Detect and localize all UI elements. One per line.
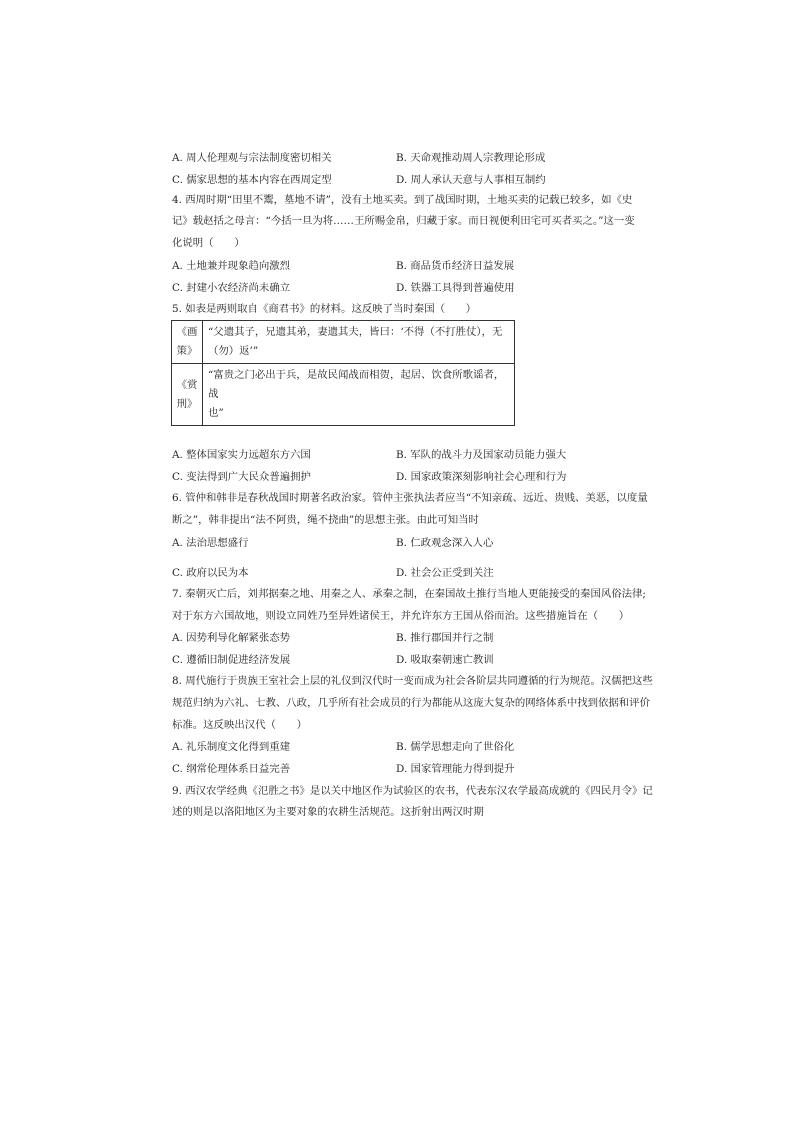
q8-option-c: C. 纲常伦理体系日益完善	[172, 763, 291, 775]
q7-option-c: C. 遵循旧制促进经济发展	[172, 654, 291, 666]
source-label-bottom: 刑》	[176, 397, 198, 410]
q3-option-a: A. 周人伦理观与宗法制度密切相关	[172, 152, 332, 164]
quote-line-2: 也”	[208, 407, 224, 419]
source-label-top: 《画	[176, 326, 198, 338]
q8-option-d: D. 国家管理能力得到提升	[396, 763, 515, 775]
q4-option-a: A. 土地兼并现象趋向激烈	[172, 260, 291, 272]
table-row	[172, 321, 515, 364]
q8-option-b: B. 儒学思想走向了世俗化	[396, 741, 515, 753]
q4-stem-line-2: 记》载赵括之母言：“今括一旦为将……王所赐金帛，归藏于家。而日视便利田宅可买者买之。”这一变	[172, 215, 635, 227]
q9-stem-line-2: 述的则是以洛阳地区为主要对象的农耕生活规范。这折射出两汉时期	[172, 806, 484, 818]
q5-material-table	[171, 320, 515, 426]
q4-stem-line-3: 化说明（ ）	[172, 237, 245, 249]
q6-stem-line-1: 6. 管仲和韩非是春秋战国时期著名政治家。管仲主张执法者应当“不知亲疏、远近、贵贱、美恶，以度量	[172, 492, 648, 504]
table-cell-source	[172, 321, 203, 364]
q7-option-d: D. 吸取秦朝速亡教训	[396, 654, 494, 666]
source-label-top: 《赏	[176, 378, 198, 391]
q4-stem-line-1: 4. 西周时期“田里不鬻，墓地不请”，没有土地买卖。到了战国时期，土地买卖的记载已较多，如《史	[172, 194, 633, 206]
q3-option-d: D. 周人承认天意与人事相互制约	[396, 174, 546, 186]
q5-stem: 5. 如表是两则取自《商君书》的材料。这反映了当时秦国（ ）	[172, 303, 477, 315]
q6-option-d: D. 社会公正受到关注	[396, 567, 494, 579]
q6-option-c: C. 政府以民为本	[172, 567, 249, 579]
q7-option-b: B. 推行郡国并行之制	[396, 632, 494, 644]
table-cell-source	[172, 364, 203, 426]
q4-option-d: D. 铁器工具得到普遍使用	[396, 282, 515, 294]
q4-option-b: B. 商品货币经济日益发展	[396, 260, 515, 272]
q6-option-b: B. 仁政观念深入人心	[396, 537, 494, 549]
table-row	[172, 364, 515, 426]
quote-line-1: “富贵之门必出于兵，是故民闻战而相贺，起居、饮食所歌谣者，战	[208, 369, 505, 400]
q6-stem-line-2: 断之”，韩非提出“法不阿贵，绳不挠曲”的思想主张。由此可知当时	[172, 514, 479, 526]
q5-option-a: A. 整体国家实力远超东方六国	[172, 449, 311, 461]
quote-line-2: （勿）返’”	[208, 345, 259, 357]
source-label-bottom: 策》	[176, 345, 198, 357]
q5-option-c: C. 变法得到广大民众普遍拥护	[172, 471, 311, 483]
q5-option-b: B. 军队的战斗力及国家动员能力强大	[396, 449, 567, 461]
q8-stem-line-3: 标准。这反映出汉代（ ）	[172, 719, 308, 731]
q3-option-c: C. 儒家思想的基本内容在西周定型	[172, 174, 332, 186]
q5-option-d: D. 国家政策深刻影响社会心理和行为	[396, 471, 567, 483]
q7-stem-line-2: 对于东方六国故地，则设立同姓乃至异姓诸侯王，并允许东方王国从俗而治。这些措施旨在（ ）	[172, 610, 630, 622]
q9-stem-line-1: 9. 西汉农学经典《氾胜之书》是以关中地区作为试验区的农书，代表东汉农学最高成就的《四民月令》记	[172, 785, 653, 797]
q8-stem-line-2: 规范归纳为六礼、七教、八政，几乎所有社会成员的行为都能从这庞大复杂的网络体系中找到依据和评价	[172, 697, 650, 709]
q8-option-a: A. 礼乐制度文化得到重建	[172, 741, 291, 753]
q8-stem-line-1: 8. 周代施行于贵族王室社会上层的礼仪到汉代时一变而成为社会各阶层共同遵循的行为规范。汉儒把这些	[172, 675, 653, 687]
table-cell-quote	[203, 321, 515, 364]
q7-option-a: A. 因势利导化解紧张态势	[172, 632, 291, 644]
q7-stem-line-1: 7. 秦朝灭亡后，刘邦据秦之地、用秦之人、承秦之制，在秦国故土推行当地人更能接受的秦国风俗法律;	[172, 588, 646, 600]
q3-option-b: B. 天命观推动周人宗教理论形成	[396, 152, 546, 164]
q4-option-c: C. 封建小农经济尚未确立	[172, 282, 291, 294]
quote-line-1: “父遗其子，兄遗其弟，妻遗其夫，皆曰：‘不得（不打胜仗），无	[208, 326, 503, 338]
table-cell-quote	[203, 364, 515, 426]
q6-option-a: A. 法治思想盛行	[172, 537, 249, 549]
